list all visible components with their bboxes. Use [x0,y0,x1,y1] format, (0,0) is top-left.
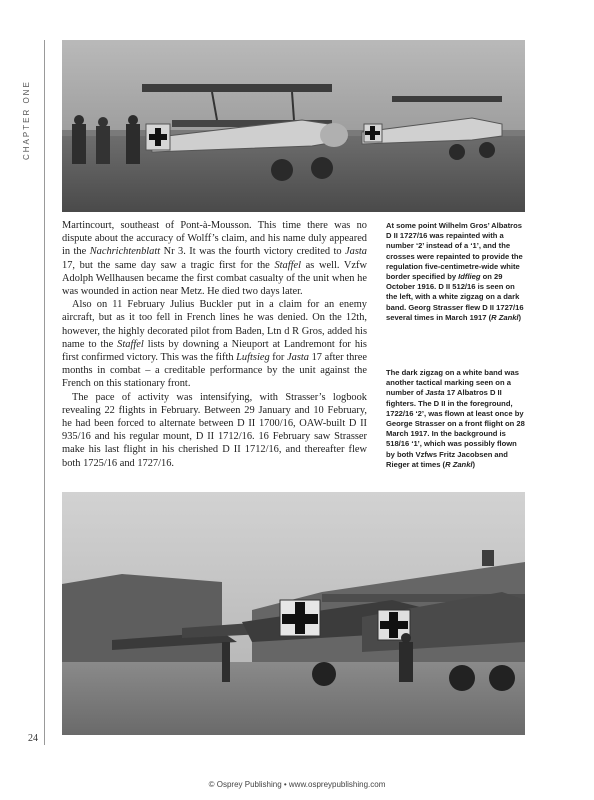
caption-top-photo: At some point Wilhelm Gros’ Albatros D II 1727/16 was repainted with a number ‘2’ instead of a ‘1’, and the crosses were repainted to provide the regulation five-centimetre-wide white border specified by Idflieg on 29 October 1916. D II 512/16 is seen on the left, with a white zigzag on a dark band. Georg Strasser flew D II 1727/16 several times in March 1917 (R Zankl) [386,221,524,322]
caption-bottom-photo: The dark zigzag on a white band was another tactical marking seen on a number of Jasta 17 Albatros D II fighters. The D II in the foreground, 1722/16 ‘2’, was flown at least once by George Strasser on a front flight on 28 March 1917. In the background is 518/16 ‘1’, which was possibly flown by both Vzfws Fritz Jacobsen and Rieger at times (R Zankl) [386,368,525,469]
body-text [62,219,367,470]
margin-rule [44,40,45,745]
photo-top [62,40,525,212]
photo-bottom [62,492,525,735]
footer: © Osprey Publishing • www.ospreypublishing.com [208,780,386,789]
body-paragraph-2: Also on 11 February Julius Buckler put in a claim for an enemy aircraft, but as it too fell in French lines he was denied. On the 12th, however, the highly decorated pilot from Baden, Ltn d R Gros, added his name to the Staffel lists by downing a Nieuport at Landremont for his first confirmed victory. This was the fifth Luftsieg for Jasta 17 after three months in combat – a creditable performance by the unit against the French on this stationary front. [62,299,367,390]
body-paragraph-3: The pace of activity was intensifying, with Strasser’s logbook revealing 22 flights in February. Between 29 January and 10 February, he had been forced to alternate between D II 1700/16, OAW-built D II 935/16 and his regular mount, D II 1712/16. 16 February saw Strasser make his last flight in his cherished D II 1712/16, and thereafter flew both 1725/16 and 1727/16. [62,391,367,469]
page-number: 24 [28,733,38,744]
body-paragraph-1: Martincourt, southeast of Pont-à-Mousson. This time there was no dispute about the accuracy of Wolff’s claim, and his name duly appeared in the Nachrichtenblatt Nr 3. It was the fourth victory credited to Jasta 17, but the same day saw a tragic first for the Staffel as well. Vzfw Adolph Wellhausen became the first combat casualty of the unit when he was wounded in action near Metz. He died two days later. [62,220,368,298]
chapter-label: CHAPTER ONE [22,80,31,160]
